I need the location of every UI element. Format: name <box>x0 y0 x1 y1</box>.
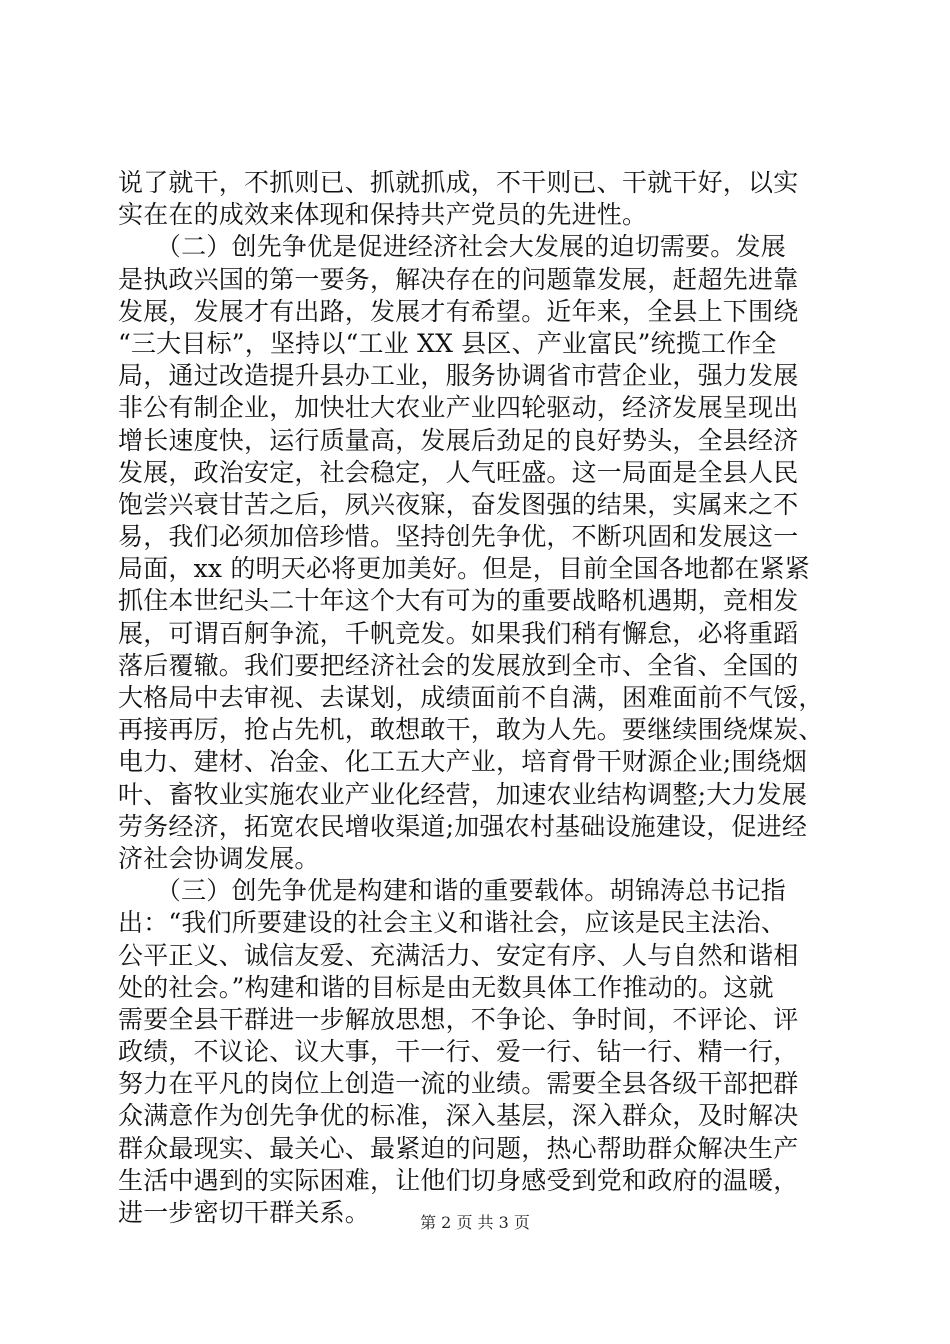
text-line: 展，可谓百舸争流，千帆竞发。如果我们稍有懈怠，必将重蹈 <box>118 618 799 648</box>
text-line: 进一步密切干群关系。 <box>118 1198 371 1227</box>
text-line: 说了就干，不抓则已、抓就抓成，不干则已、干就干好，以实 <box>118 168 799 197</box>
text-line: 发展，发展才有出路，发展才有希望。近年来，全县上下围绕 <box>118 296 799 326</box>
text-line: 群众最现实、最关心、最紧迫的问题，热心帮助群众解决生产 <box>118 1133 799 1163</box>
text-line: 落后覆辙。我们要把经济社会的发展放到全市、全省、全国的 <box>118 650 799 680</box>
page-footer: 第 2 页 共 3 页 <box>420 1213 530 1232</box>
text-line: 发展，政治安定，社会稳定，人气旺盛。这一局面是全县人民 <box>118 457 799 487</box>
text-line: 叶、畜牧业实施农业产业化经营，加速农业结构调整;大力发展 <box>118 779 808 809</box>
text-line: 大格局中去审视、去谋划，成绩面前不自满，困难面前不气馁， <box>118 683 824 712</box>
text-line: 出：“我们所要建设的社会主义和谐社会，应该是民主法治、 <box>118 908 787 938</box>
text-line: 劳务经济，拓宽农民增收渠道;加强农村基础设施建设，促进经 <box>118 811 808 841</box>
text-line: “三大目标”，坚持以“工业 XX 县区、产业富民”统揽工作全 <box>118 328 777 358</box>
text-line: （二）创先争优是促进经济社会大发展的迫切需要。发展 <box>118 232 786 262</box>
text-line: 处的社会。”构建和谐的目标是由无数具体工作推动的。这就 <box>118 972 774 1002</box>
text-line: 济社会协调发展。 <box>118 843 320 873</box>
text-line: 需要全县干群进一步解放思想，不争论、争时间，不评论、评 <box>118 1004 799 1034</box>
text-line: 公平正义、诚信友爱、充满活力、安定有序、人与自然和谐相 <box>118 940 799 970</box>
body-text <box>118 167 848 1229</box>
text-line: 众满意作为创先争优的标准，深入基层，深入群众，及时解决 <box>118 1101 799 1131</box>
text-line: 政绩，不议论、议大事，干一行、爱一行、钻一行、精一行， <box>118 1037 799 1067</box>
text-line: 易，我们必须加倍珍惜。坚持创先争优，不断巩固和发展这一 <box>118 522 799 552</box>
text-line: 再接再厉，抢占先机，敢想敢干，敢为人先。要继续围绕煤炭、 <box>118 715 824 745</box>
text-line: 是执政兴国的第一要务，解决存在的问题靠发展，赶超先进靠 <box>118 264 799 294</box>
text-line: 努力在平凡的岗位上创造一流的业绩。需要全县各级干部把群 <box>118 1069 799 1099</box>
text-line: 增长速度快，运行质量高，发展后劲足的良好势头，全县经济 <box>118 425 799 455</box>
text-line: （三）创先争优是构建和谐的重要载体。胡锦涛总书记指 <box>118 876 786 906</box>
text-line: 生活中遇到的实际困难，让他们切身感受到党和政府的温暖， <box>118 1165 799 1195</box>
text-line: 局，通过改造提升县办工业，服务协调省市营企业，强力发展 <box>118 361 799 391</box>
text-line: 抓住本世纪头二十年这个大有可为的重要战略机遇期，竞相发 <box>118 586 799 616</box>
text-line: 电力、建材、冶金、化工五大产业，培育骨干财源企业;围绕烟 <box>118 747 808 777</box>
text-line: 非公有制企业，加快壮大农业产业四轮驱动，经济发展呈现出 <box>118 393 799 423</box>
text-line: 饱尝兴衰甘苦之后，夙兴夜寐，奋发图强的结果，实属来之不 <box>118 489 799 519</box>
text-line: 实在在的成效来体现和保持共产党员的先进性。 <box>118 200 648 230</box>
text-line: 局面，xx 的明天必将更加美好。但是，目前全国各地都在紧紧 <box>118 554 810 584</box>
